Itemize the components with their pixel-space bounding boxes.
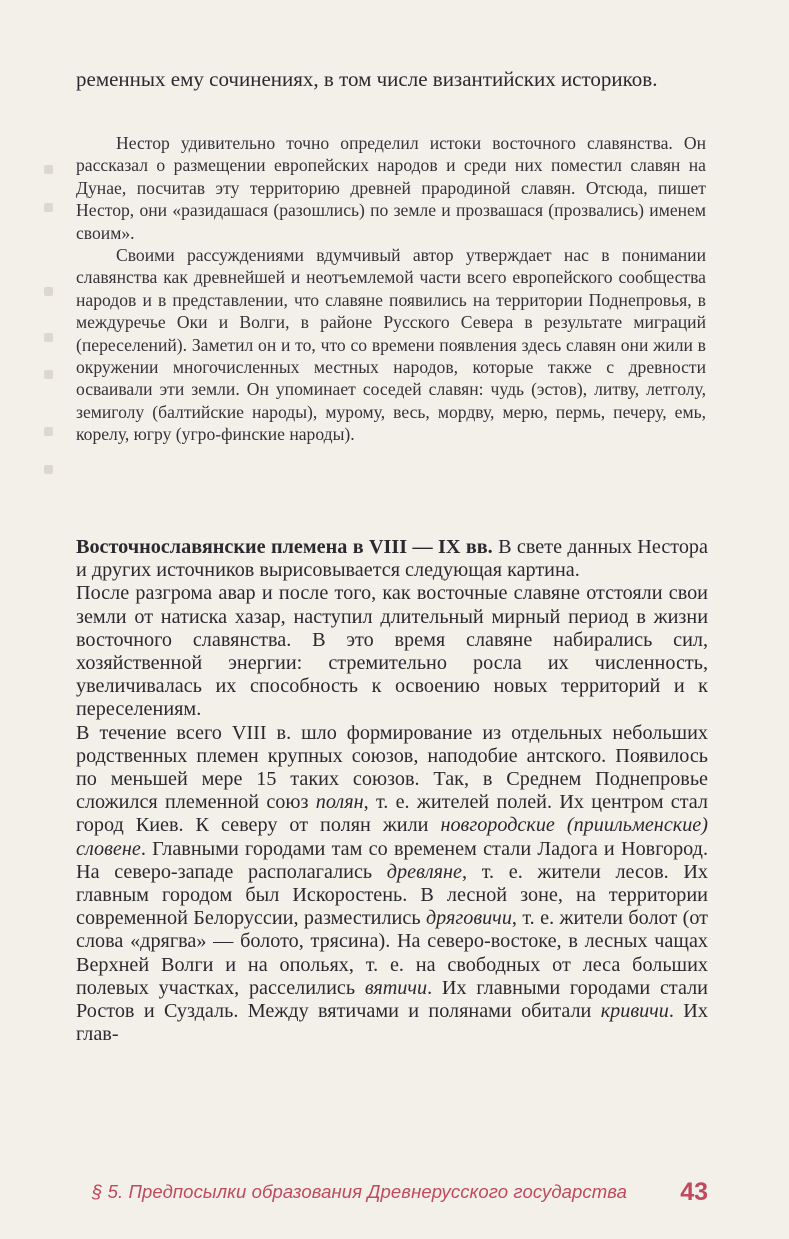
quote-paragraph-1: Нестор удивительно точно определил истоки восточного славянства. Он рассказал о размещении европейских народов и среди них поместил славян на Дунае, посчитав эту территорию древней прародиной славян. Отсюда, пишет Нестор, они «разидашася (разошлись) по земле и прозвашася (прозвались) именем своим».: [76, 133, 706, 243]
section-intro: В свете данных Нестора и других источников вырисовывается следующая картина.: [76, 536, 708, 582]
text-run: , т. е. жители лесов. Их главным городом был Искоростень. В лесной зоне, на территории современной Белоруссии, разместились: [76, 860, 708, 930]
tribe-dregovichi: дряговичи: [425, 907, 512, 930]
page-number: 43: [680, 1177, 708, 1206]
tribe-polyane: полян: [315, 791, 364, 814]
main-text: [76, 536, 708, 1046]
text-run: , т. е. жителей полей. Их центром стал город Киев. К северу от полян жили: [76, 791, 709, 837]
chapter-title: § 5. Предпосылки образования Древнерусского государства: [92, 1181, 628, 1202]
text-run: . Главными городами там со временем стали Ладога и Новгород. На северо-западе располагались: [76, 837, 708, 883]
tribe-slovene: новгородские (приильменские) словене: [76, 814, 708, 860]
tribe-drevlyane: древляне: [386, 860, 462, 883]
quote-paragraph-2: Своими рассуждениями вдумчивый автор утверждает нас в понимании славянства как древнейшей и неотъемлемой части всего европейского сообщества народов и в представлении, что славяне появились на территории Поднепровья, в междуречье Оки и Волги, в районе Русского Севера в результате миграций (переселений). Заметил он и то, что со времени появления здесь славян они жили в окружении многочисленных местных народов, которые также с древности осваивали эти земли. Он упоминает соседей славян: чудь (эстов), литву, летголу, земиголу (балтийские народы), мурому, весь, мордву, мерю, пермь, печеру, емь, корелу, югру (угро-финские народы).: [76, 245, 706, 445]
lead-paragraph: ременных ему сочинениях, в том числе византийских историков.: [76, 67, 658, 91]
tribe-krivichi: кривичи: [600, 1000, 669, 1023]
text-run: , т. е. жители болот (от слова «дрягва» — болото, трясина). На северо-востоке, в лесных чащах Верхней Волги и на опольях, т. е. на свободных от леса больших полевых участках, расселились: [76, 907, 708, 999]
section-paragraph-1: [76, 536, 708, 582]
section-paragraph-2: После разгрома авар и после того, как восточные славяне отстояли свои земли от натиска хазар, наступил длительный мирный период в жизни восточного славянства. В это время славяне набирались сил, хозяйственной энергии: стремительно росла их численность, увеличивалась их способность к освоению новых территорий и к переселениям.: [76, 582, 708, 721]
tribe-vyatichi: вятичи: [364, 976, 428, 999]
text-run: . Их главными городами стали Ростов и Суздаль. Между вятичами и полянами обитали: [76, 976, 708, 1023]
section-paragraph-3: [76, 722, 708, 1047]
nestor-quote-block: [76, 132, 706, 446]
page-footer: [92, 1177, 708, 1207]
text-run: . Их глав-: [76, 1000, 708, 1046]
margin-marks: [44, 165, 56, 495]
section-heading: Восточнославянские племена в VIII — IX вв.: [76, 536, 493, 558]
text-run: В течение всего VIII в. шло формирование из отдельных небольших родственных племен крупных союзов, наподобие антского. Появилось по меньшей мере 15 таких союзов. Так, в Среднем Поднепровье сложился племенной союз: [76, 721, 708, 814]
